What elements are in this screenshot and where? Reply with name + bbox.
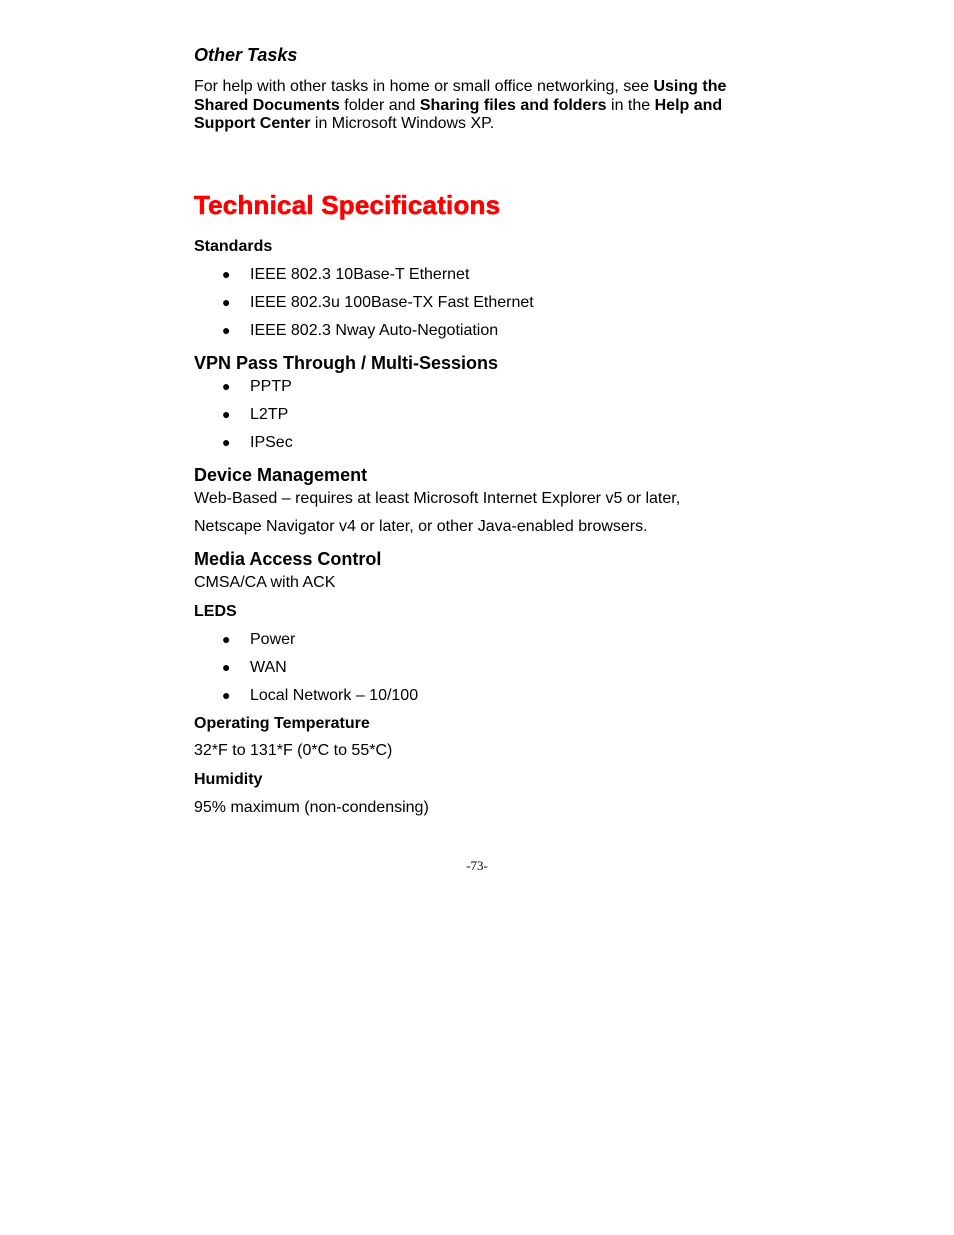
list-item bbox=[222, 687, 418, 705]
other-tasks-paragraph bbox=[194, 78, 769, 134]
list-item bbox=[222, 406, 288, 424]
intro-text-5: in the bbox=[606, 96, 655, 114]
bullet-icon: ● bbox=[222, 687, 231, 703]
list-item-text: WAN bbox=[250, 659, 287, 676]
list-item-text: PPTP bbox=[250, 378, 292, 395]
intro-text-7: in Microsoft Windows XP. bbox=[310, 115, 495, 132]
list-item bbox=[222, 322, 498, 340]
bullet-icon: ● bbox=[222, 659, 231, 675]
bullet-icon: ● bbox=[222, 266, 231, 282]
bullet-icon: ● bbox=[222, 406, 231, 422]
list-item-text: Local Network – 10/100 bbox=[250, 687, 419, 704]
list-item bbox=[222, 266, 469, 284]
intro-text-help-support: Help and Support Center bbox=[194, 96, 723, 132]
device-management-heading: Device Management bbox=[194, 465, 368, 485]
operating-temperature-heading: Operating Temperature bbox=[194, 715, 370, 732]
intro-text-sharing-files: Sharing files and folders bbox=[419, 96, 607, 114]
list-item bbox=[222, 631, 295, 649]
list-item-text: IEEE 802.3 10Base-T Ethernet bbox=[250, 266, 470, 283]
list-item-text: Power bbox=[250, 631, 296, 648]
vpn-heading: VPN Pass Through / Multi-Sessions bbox=[194, 353, 499, 373]
technical-specifications-title: Technical Specifications bbox=[194, 190, 501, 220]
list-item-text: IPSec bbox=[250, 434, 293, 451]
leds-heading: LEDS bbox=[194, 603, 237, 620]
bullet-icon: ● bbox=[222, 434, 231, 450]
list-item bbox=[222, 378, 292, 396]
other-tasks-heading: Other Tasks bbox=[194, 45, 298, 65]
intro-text-3: folder and bbox=[339, 96, 420, 114]
bullet-icon: ● bbox=[222, 294, 231, 310]
list-item-text: L2TP bbox=[250, 406, 289, 423]
list-item bbox=[222, 659, 287, 677]
list-item bbox=[222, 294, 534, 312]
list-item-text: IEEE 802.3u 100Base-TX Fast Ethernet bbox=[250, 294, 534, 311]
bullet-icon: ● bbox=[222, 378, 231, 394]
bullet-icon: ● bbox=[222, 631, 231, 647]
media-access-control-heading: Media Access Control bbox=[194, 549, 382, 569]
list-item bbox=[222, 434, 293, 452]
page-number: -73- bbox=[466, 858, 488, 873]
device-management-line-2: Netscape Navigator v4 or later, or other Java-enabled browsers. bbox=[194, 518, 648, 535]
intro-text-1: For help with other tasks in home or small office networking, see bbox=[194, 78, 654, 95]
media-access-control-text: CMSA/CA with ACK bbox=[194, 574, 336, 591]
intro-text-using-shared-documents: Using the Shared Documents bbox=[194, 78, 727, 114]
bullet-icon: ● bbox=[222, 322, 231, 338]
operating-temperature-text: 32*F to 131*F (0*C to 55*C) bbox=[194, 742, 393, 759]
device-management-line-1: Web-Based – requires at least Microsoft Internet Explorer v5 or later, bbox=[194, 490, 681, 507]
humidity-heading: Humidity bbox=[194, 771, 263, 788]
list-item-text: IEEE 802.3 Nway Auto-Negotiation bbox=[250, 322, 499, 339]
humidity-text: 95% maximum (non-condensing) bbox=[194, 799, 429, 816]
standards-heading: Standards bbox=[194, 238, 273, 255]
